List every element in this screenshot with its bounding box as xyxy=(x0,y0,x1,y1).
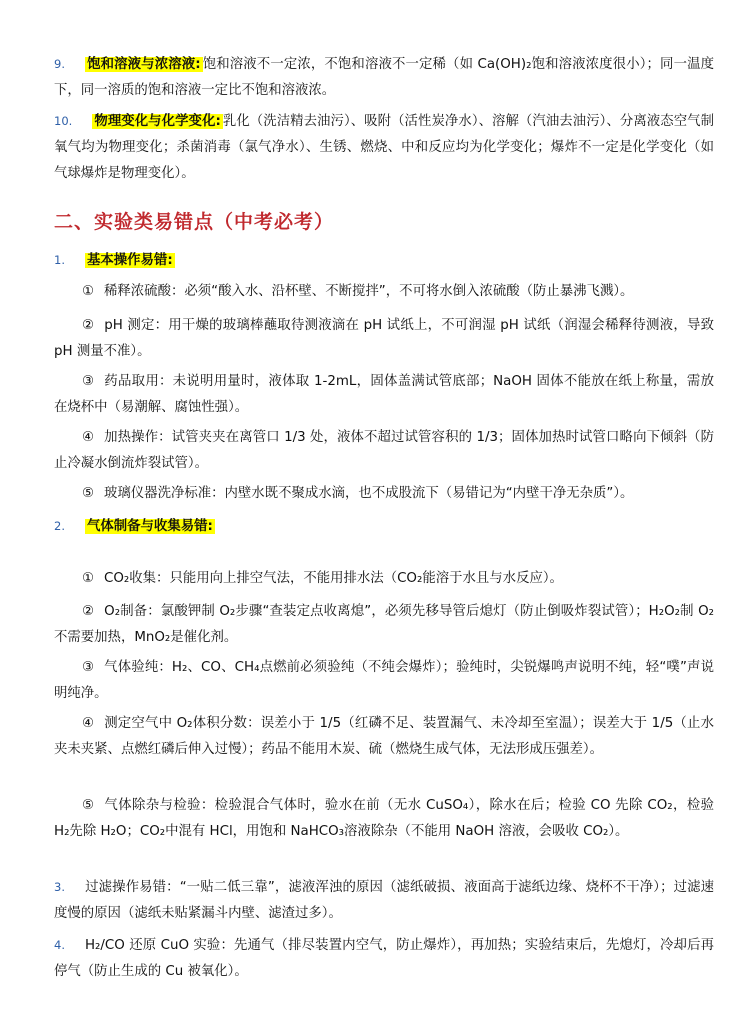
sub-item xyxy=(54,599,714,651)
sub-item-text: 气体除杂与检验：检验混合气体时，验水在前（无水 CuSO₄），除水在后；检验 CO 先除 CO₂，检验 H₂先除 H₂O；CO₂中混有 HCl，用饱和 NaHCO₃溶液除杂（不能用 NaOH 溶液，会吸收 CO₂）。 xyxy=(54,798,714,839)
item-text: 饱和溶液不一定浓，不饱和溶液不一定稀（如 Ca(OH)₂饱和溶液浓度很小）；同一温度下，同一溶质的饱和溶液一定比不饱和溶液浓。 xyxy=(54,57,714,98)
item-text: H₂/CO 还原 CuO 实验：先通气（排尽装置内空气，防止爆炸），再加热；实验结束后，先熄灯，冷却后再停气（防止生成的 Cu 被氧化）。 xyxy=(54,938,714,979)
highlighted-term: 物理变化与化学变化: xyxy=(94,114,221,129)
group-heading-2 xyxy=(54,513,714,540)
sub-item xyxy=(54,711,714,763)
list-item-10 xyxy=(54,108,714,187)
circled-number: ④ xyxy=(82,430,95,445)
circled-number: ③ xyxy=(82,660,95,675)
sub-item-text: 药品取用：未说明用量时，液体取 1-2mL，固体盖满试管底部；NaOH 固体不能放在纸上称量，需放在烧杯中（易潮解、腐蚀性强）。 xyxy=(54,374,714,415)
sub-item-text: 玻璃仪器洗净标准：内壁水既不聚成水滴，也不成股流下（易错记为“内壁干净无杂质”）。 xyxy=(104,486,634,501)
sub-item-text: 测定空气中 O₂体积分数：误差小于 1/5（红磷不足、装置漏气、未冷却至室温）；误差大于 1/5（止水夹未夹紧、点燃红磷后伸入过慢）；药品不能用木炭、硫（燃烧生成气体，无法形成压强差）。 xyxy=(54,716,714,757)
group-title: 基本操作易错: xyxy=(86,253,173,268)
sub-item xyxy=(54,425,714,477)
list-item-4 xyxy=(54,932,714,985)
item-number: 3. xyxy=(54,880,65,894)
circled-number: ③ xyxy=(82,374,95,389)
sub-item xyxy=(54,369,714,421)
sub-item-text: 气体验纯：H₂、CO、CH₄点燃前必须验纯（不纯会爆炸）；验纯时，尖锐爆鸣声说明不纯，轻“噗”声说明纯净。 xyxy=(54,660,714,701)
circled-number: ② xyxy=(82,604,95,619)
sub-item-text: pH 测定：用干燥的玻璃棒蘸取待测液滴在 pH 试纸上，不可润湿 pH 试纸（润湿会稀释待测液，导致 pH 测量不准）。 xyxy=(54,318,714,359)
circled-number: ⑤ xyxy=(82,486,95,501)
item-number: 10. xyxy=(54,114,73,128)
group-number: 2. xyxy=(54,519,65,533)
item-number: 4. xyxy=(54,938,65,952)
circled-number: ② xyxy=(82,318,95,333)
group-heading-1 xyxy=(54,247,714,274)
item-text: 过滤操作易错：“一贴二低三靠”，滤液浑浊的原因（滤纸破损、液面高于滤纸边缘、烧杯不干净）；过滤速度慢的原因（滤纸未贴紧漏斗内壁、滤渣过多）。 xyxy=(54,880,714,921)
circled-number: ① xyxy=(82,284,95,299)
sub-item-text: CO₂收集：只能用向上排空气法，不能用排水法（CO₂能溶于水且与水反应）。 xyxy=(104,571,563,586)
list-item-3 xyxy=(54,874,714,927)
circled-number: ① xyxy=(82,571,95,586)
group-title: 气体制备与收集易错: xyxy=(86,519,213,534)
highlighted-term: 饱和溶液与浓溶液: xyxy=(86,57,201,72)
circled-number: ⑤ xyxy=(82,798,95,813)
list-item-9 xyxy=(54,51,714,104)
sub-item xyxy=(54,655,714,707)
section-heading: 二、实验类易错点（中考必考） xyxy=(54,211,335,233)
sub-item xyxy=(54,566,714,592)
sub-item-text: 加热操作：试管夹夹在离管口 1/3 处，液体不超过试管容积的 1/3；固体加热时试管口略向下倾斜（防止冷凝水倒流炸裂试管）。 xyxy=(54,430,714,471)
item-number: 9. xyxy=(54,57,65,71)
sub-item xyxy=(54,793,714,845)
circled-number: ④ xyxy=(82,716,95,731)
sub-item-text: 稀释浓硫酸：必须“酸入水、沿杯壁、不断搅拌”，不可将水倒入浓硫酸（防止暴沸飞溅）。 xyxy=(104,284,634,299)
item-text: 乳化（洗洁精去油污）、吸附（活性炭净水）、溶解（汽油去油污）、分离液态空气制氧气均为物理变化；杀菌消毒（氯气净水）、生锈、燃烧、中和反应均为化学变化；爆炸不一定是化学变化（如气球爆炸是物理变化）。 xyxy=(54,114,714,181)
sub-item xyxy=(54,481,714,507)
group-number: 1. xyxy=(54,253,65,267)
sub-item xyxy=(54,313,714,365)
sub-item xyxy=(54,279,714,305)
sub-item-text: O₂制备：氯酸钾制 O₂步骤“查装定点收离熄”，必须先移导管后熄灯（防止倒吸炸裂试管）；H₂O₂制 O₂不需要加热，MnO₂是催化剂。 xyxy=(54,604,714,645)
